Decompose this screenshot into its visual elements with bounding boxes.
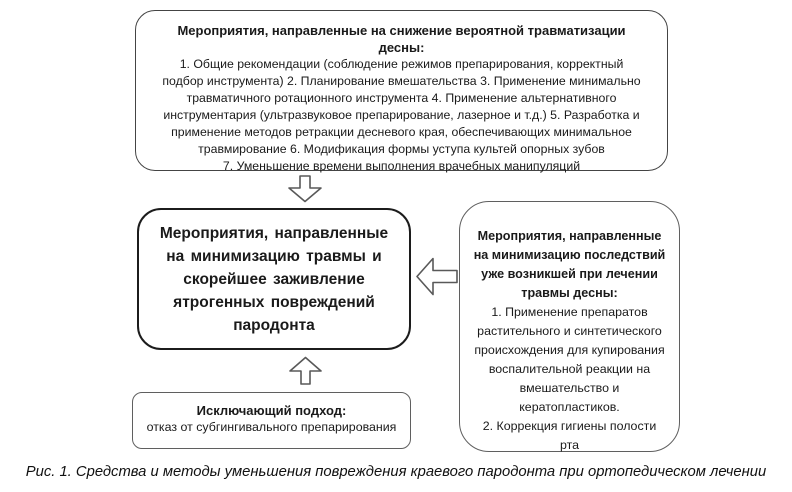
mitigation-box-title: Мероприятия, направленные на минимизацию последствий уже возникшей при лечении травмы десны: (473, 229, 666, 300)
prevention-box-title: Мероприятия, направленные на снижение вероятной травматизации десны: (177, 23, 626, 55)
left-arrow-icon (416, 257, 458, 296)
up-arrow-icon (289, 356, 322, 385)
prevention-box-body-line7: 7. Уменьшение времени выполнения врачебных манипуляций (222, 159, 581, 173)
prevention-box-body: 1. Общие рекомендации (соблюдение режимов препарирования, корректный подбор инструмента) 2. Планирование вмешательства 3. Применение минимально травматичного ротационного инструмента 4. Применение альтернативного инструментария (ультразвуковое препарирование, лазерное и т.д.) 5. Разработка и применение методов ретракции десневого края, обеспечивающих минимальное травмирование 6. Модификация формы уступа культей опорных зубов (162, 57, 641, 156)
prevention-measures-box (135, 10, 668, 171)
mitigation-measures-box (459, 201, 680, 452)
exclusion-box-body: отказ от субгингивального препарирования (146, 420, 397, 434)
exclusion-approach-box (132, 392, 411, 449)
exclusion-box-title: Исключающий подход: (196, 403, 347, 418)
down-arrow-icon (288, 175, 322, 203)
figure-caption: Рис. 1. Средства и методы уменьшения повреждения краевого пародонта при ортопедическом лечении (25, 464, 767, 480)
central-goal-box (137, 208, 411, 350)
central-box-text: Мероприятия, направленные на минимизацию травмы и скорейшее заживление ятрогенных повреждений пародонта (159, 224, 389, 334)
mitigation-box-item-1: 1. Применение препаратов растительного и синтетического происхождения для купирования воспалительной реакции на вмешательство и кератопластиков. (474, 305, 665, 414)
mitigation-box-item-2: 2. Коррекция гигиены полости рта (482, 419, 657, 452)
